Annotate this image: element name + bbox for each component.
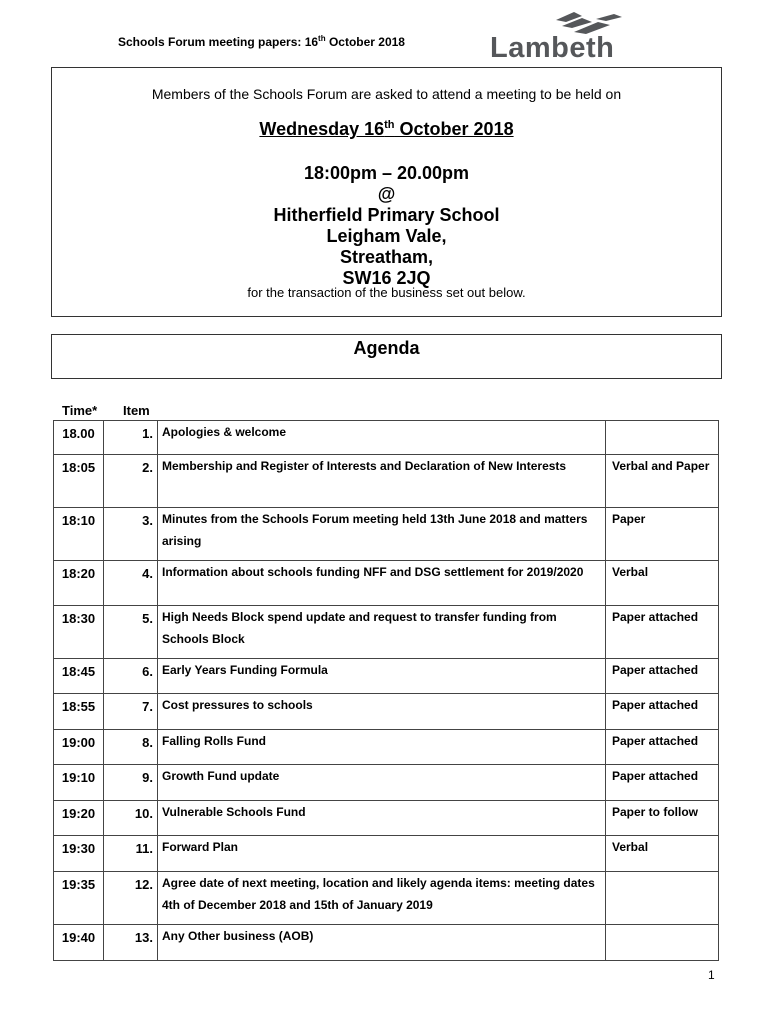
agenda-paper-status: Verbal and Paper [606,455,719,508]
agenda-item-description: Membership and Register of Interests and Declaration of New Interests [158,455,606,508]
agenda-item-number: 8. [104,730,158,765]
agenda-table [53,420,719,961]
agenda-time-cell: 18:10 [54,508,104,561]
table-row [54,606,719,659]
agenda-item-number: 2. [104,455,158,508]
agenda-paper-status [606,872,719,925]
agenda-item-number: 10. [104,801,158,836]
agenda-item-number: 4. [104,561,158,606]
meeting-date-sup: th [384,119,395,131]
header-title-sup: th [318,34,326,43]
agenda-time-cell: 19:40 [54,925,104,961]
agenda-time-cell: 18:05 [54,455,104,508]
table-row [54,730,719,765]
table-row [54,801,719,836]
agenda-item-number: 11. [104,836,158,872]
agenda-time-cell: 19:00 [54,730,104,765]
document-header-title [118,34,405,49]
meeting-outro: for the transaction of the business set out below. [247,285,526,300]
agenda-item-number: 12. [104,872,158,925]
logo-wordmark: Lambeth [490,32,615,64]
agenda-paper-status: Paper attached [606,694,719,730]
meeting-date-suffix: October 2018 [394,119,514,139]
agenda-item-description: Vulnerable Schools Fund [158,801,606,836]
lambeth-logo [490,10,630,64]
table-row [54,836,719,872]
agenda-paper-status: Verbal [606,836,719,872]
agenda-item-number: 5. [104,606,158,659]
agenda-time-cell: 18.00 [54,421,104,455]
meeting-details-box [51,67,722,317]
table-row [54,455,719,508]
agenda-time-cell: 18:55 [54,694,104,730]
agenda-item-description: Early Years Funding Formula [158,659,606,694]
agenda-item-number: 1. [104,421,158,455]
meeting-at: @ [377,184,396,204]
meeting-postcode: SW16 2JQ [342,268,431,288]
table-row [54,765,719,801]
table-row [54,508,719,561]
table-row [54,925,719,961]
meeting-time: 18:00pm – 20.00pm [303,163,470,183]
agenda-item-description: Cost pressures to schools [158,694,606,730]
agenda-item-description: Growth Fund update [158,765,606,801]
agenda-table-body [54,421,719,961]
meeting-venue: Hitherfield Primary School [273,205,500,225]
agenda-paper-status [606,925,719,961]
agenda-item-description: Apologies & welcome [158,421,606,455]
meeting-date [52,119,721,140]
agenda-time-cell: 19:35 [54,872,104,925]
agenda-item-number: 13. [104,925,158,961]
agenda-item-description: Minutes from the Schools Forum meeting held 13th June 2018 and matters arising [158,508,606,561]
agenda-item-description: Forward Plan [158,836,606,872]
agenda-paper-status: Paper attached [606,606,719,659]
table-row [54,694,719,730]
header-title-prefix: Schools Forum meeting papers: 16 [118,35,319,49]
time-column-header: Time* [62,403,98,418]
agenda-item-description: Information about schools funding NFF and DSG settlement for 2019/2020 [158,561,606,606]
table-row [54,659,719,694]
agenda-title: Agenda [353,338,420,358]
agenda-item-number: 3. [104,508,158,561]
agenda-title-box [51,334,722,379]
table-row [54,872,719,925]
meeting-area: Streatham, [339,247,434,267]
agenda-time-cell: 19:30 [54,836,104,872]
agenda-item-number: 6. [104,659,158,694]
agenda-item-description: High Needs Block spend update and request to transfer funding from Schools Block [158,606,606,659]
agenda-item-description: Any Other business (AOB) [158,925,606,961]
agenda-time-cell: 19:10 [54,765,104,801]
item-column-header: Item [123,403,150,418]
agenda-time-cell: 18:20 [54,561,104,606]
table-row [54,561,719,606]
table-row [54,421,719,455]
agenda-time-cell: 18:30 [54,606,104,659]
agenda-item-number: 9. [104,765,158,801]
agenda-paper-status: Verbal [606,561,719,606]
agenda-time-cell: 18:45 [54,659,104,694]
agenda-paper-status: Paper attached [606,765,719,801]
agenda-paper-status: Paper [606,508,719,561]
agenda-item-description: Falling Rolls Fund [158,730,606,765]
meeting-date-prefix: Wednesday 16 [259,119,385,139]
agenda-item-description: Agree date of next meeting, location and likely agenda items: meeting dates 4th of December 2018 and 15th of January 2019 [158,872,606,925]
agenda-item-number: 7. [104,694,158,730]
agenda-paper-status [606,421,719,455]
agenda-paper-status: Paper to follow [606,801,719,836]
agenda-paper-status: Paper attached [606,730,719,765]
header-title-suffix: October 2018 [325,35,405,49]
meeting-street: Leigham Vale, [326,226,447,246]
agenda-time-cell: 19:20 [54,801,104,836]
meeting-intro: Members of the Schools Forum are asked to attend a meeting to be held on [151,86,622,102]
page-number: 1 [708,968,715,982]
agenda-paper-status: Paper attached [606,659,719,694]
